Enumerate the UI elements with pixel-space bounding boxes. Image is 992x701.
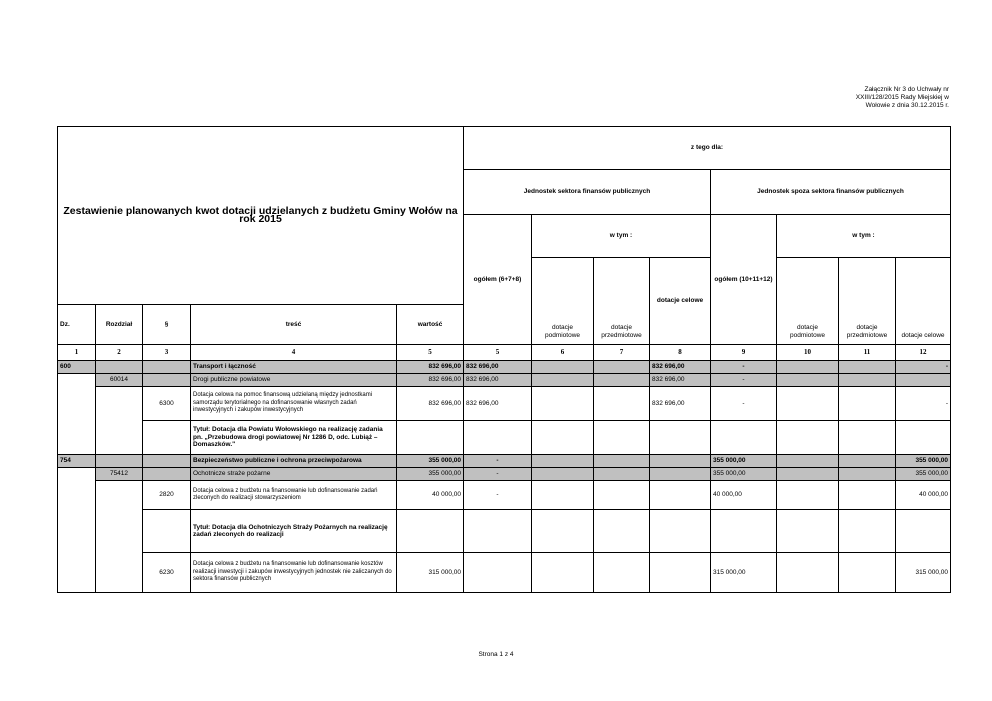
cell-podmiotowe-spoza (777, 361, 839, 374)
cell-podmiotowe-spoza (777, 468, 839, 481)
cell-wartosc: 832 696,00 (397, 361, 464, 374)
table-row (58, 510, 951, 553)
column-number: 9 (711, 345, 777, 361)
column-number: 8 (650, 345, 711, 361)
cell-podmiotowe-jsfp (532, 387, 594, 421)
header-tresc: treść (191, 305, 397, 345)
annex-line-2: XXIII/128/2015 Rady Miejskiej w (855, 94, 949, 101)
cell-ogolem-spoza (711, 421, 777, 455)
column-number: 4 (191, 345, 397, 361)
cell-paragraf: 6230 (143, 553, 191, 593)
cell-wartosc (397, 510, 464, 553)
column-numbers-row (58, 345, 951, 361)
cell-paragraf (143, 374, 191, 387)
cell-ogolem-jsfp: - (464, 455, 532, 468)
cell-wartosc: 832 696,00 (397, 374, 464, 387)
header-celowe-spoza: dotacje celowe (896, 258, 951, 345)
header-ogolem-jsfp: ogółem (6+7+8) (464, 215, 532, 345)
cell-dz: 600 (58, 361, 96, 374)
header-jspoza: Jednostek spoza sektora finansów publicznych (711, 170, 951, 215)
cell-przedmiotowe-jsfp (594, 374, 650, 387)
cell-celowe-spoza: - (896, 361, 951, 374)
annex-line-1: Załącznik Nr 3 do Uchwały nr (864, 86, 949, 93)
cell-przedmiotowe-jsfp (594, 455, 650, 468)
cell-ogolem-jsfp (464, 553, 532, 593)
cell-ogolem-jsfp (464, 421, 532, 455)
cell-celowe-spoza: - (896, 387, 951, 421)
page-number: Strona 1 z 4 (478, 651, 514, 658)
cell-przedmiotowe-spoza (839, 510, 896, 553)
cell-tresc: Transport i łączność (191, 361, 397, 374)
table-row (58, 361, 951, 374)
cell-celowe-jsfp: 832 696,00 (650, 387, 711, 421)
table-row (58, 481, 951, 510)
cell-wartosc: 315 000,00 (397, 553, 464, 593)
cell-paragraf (143, 510, 191, 553)
cell-paragraf: 6300 (143, 387, 191, 421)
cell-przedmiotowe-jsfp (594, 468, 650, 481)
cell-podmiotowe-spoza (777, 387, 839, 421)
cell-przedmiotowe-jsfp (594, 481, 650, 510)
cell-przedmiotowe-spoza (839, 374, 896, 387)
column-number: 2 (96, 345, 143, 361)
cell-ogolem-jsfp: 832 696,00 (464, 374, 532, 387)
cell-ogolem-spoza: 40 000,00 (711, 481, 777, 510)
header-w-tym-jsfp: w tym : (532, 215, 711, 258)
subsidies-table (57, 126, 951, 593)
cell-przedmiotowe-jsfp (594, 361, 650, 374)
cell-ogolem-spoza: 315 000,00 (711, 553, 777, 593)
cell-rozdzial (96, 387, 143, 455)
cell-przedmiotowe-spoza (839, 553, 896, 593)
cell-podmiotowe-spoza (777, 421, 839, 455)
cell-podmiotowe-spoza (777, 510, 839, 553)
cell-przedmiotowe-jsfp (594, 387, 650, 421)
cell-celowe-jsfp (650, 481, 711, 510)
cell-przedmiotowe-jsfp (594, 510, 650, 553)
cell-celowe-spoza: 355 000,00 (896, 455, 951, 468)
header-rozdzial: Rozdział (96, 305, 143, 345)
cell-paragraf: 2820 (143, 481, 191, 510)
cell-podmiotowe-spoza (777, 374, 839, 387)
header-paragraf: § (143, 305, 191, 345)
header-z-tego-dla: z tego dla: (464, 127, 951, 170)
table-title: Zestawienie planowanych kwot dotacji udzielanych z budżetu Gminy Wołów na rok 2015 (58, 127, 464, 305)
cell-podmiotowe-jsfp (532, 421, 594, 455)
cell-rozdzial (96, 361, 143, 374)
column-number: 3 (143, 345, 191, 361)
cell-przedmiotowe-spoza (839, 421, 896, 455)
cell-celowe-spoza: 355 000,00 (896, 468, 951, 481)
table-row (58, 468, 951, 481)
table-row (58, 553, 951, 593)
cell-ogolem-spoza: 355 000,00 (711, 468, 777, 481)
cell-podmiotowe-jsfp (532, 455, 594, 468)
cell-tresc: Ochotnicze straże pożarne (191, 468, 397, 481)
cell-ogolem-spoza: - (711, 387, 777, 421)
cell-celowe-spoza: 315 000,00 (896, 553, 951, 593)
column-number: 7 (594, 345, 650, 361)
cell-ogolem-spoza (711, 510, 777, 553)
cell-paragraf (143, 455, 191, 468)
table-row (58, 387, 951, 421)
cell-wartosc: 40 000,00 (397, 481, 464, 510)
cell-przedmiotowe-spoza (839, 481, 896, 510)
cell-dz (58, 468, 96, 593)
cell-przedmiotowe-jsfp (594, 553, 650, 593)
cell-dz (58, 374, 96, 455)
cell-celowe-jsfp (650, 553, 711, 593)
cell-podmiotowe-jsfp (532, 374, 594, 387)
cell-podmiotowe-jsfp (532, 361, 594, 374)
cell-wartosc (397, 421, 464, 455)
cell-paragraf (143, 421, 191, 455)
cell-celowe-jsfp (650, 455, 711, 468)
cell-ogolem-spoza: - (711, 374, 777, 387)
table-row (58, 421, 951, 455)
cell-celowe-jsfp (650, 421, 711, 455)
cell-przedmiotowe-spoza (839, 455, 896, 468)
column-number: 10 (777, 345, 839, 361)
header-podmiotowe-jsfp: dotacje podmiotowe (532, 258, 594, 345)
column-number: 12 (896, 345, 951, 361)
cell-celowe-spoza: 40 000,00 (896, 481, 951, 510)
cell-ogolem-jsfp: 832 696,00 (464, 361, 532, 374)
cell-przedmiotowe-spoza (839, 468, 896, 481)
cell-ogolem-jsfp: 832 696,00 (464, 387, 532, 421)
header-przedmiotowe-spoza: dotacje przedmiotowe (839, 258, 896, 345)
cell-ogolem-jsfp: - (464, 468, 532, 481)
header-podmiotowe-spoza: dotacje podmiotowe (777, 258, 839, 345)
header-wartosc: wartość (397, 305, 464, 345)
cell-podmiotowe-spoza (777, 553, 839, 593)
cell-tresc: Dotacja celowa na pomoc finansową udzielaną między jednostkami samorządu terytorialnego na dofinansowanie własnych zadań inwestycyjnych i zakupów inwestycyjnych (191, 387, 397, 421)
column-number: 5 (397, 345, 464, 361)
cell-podmiotowe-spoza (777, 455, 839, 468)
cell-wartosc: 355 000,00 (397, 468, 464, 481)
cell-podmiotowe-jsfp (532, 553, 594, 593)
cell-podmiotowe-jsfp (532, 481, 594, 510)
cell-ogolem-jsfp: - (464, 481, 532, 510)
cell-wartosc: 832 696,00 (397, 387, 464, 421)
cell-celowe-jsfp (650, 468, 711, 481)
cell-wartosc: 355 000,00 (397, 455, 464, 468)
cell-rozdzial: 60014 (96, 374, 143, 387)
annex-line-3: Wołowie z dnia 30.12.2015 r. (865, 102, 949, 109)
cell-paragraf (143, 361, 191, 374)
cell-ogolem-jsfp (464, 510, 532, 553)
header-przedmiotowe-jsfp: dotacje przedmiotowe (594, 258, 650, 345)
cell-tresc: Dotacja celowa z budżetu na finansowanie lub dofinansowanie zadań zleconych do realizacji stowarzyszeniom (191, 481, 397, 510)
cell-celowe-jsfp: 832 696,00 (650, 374, 711, 387)
cell-ogolem-spoza: 355 000,00 (711, 455, 777, 468)
table-row (58, 455, 951, 468)
cell-tresc: Tytuł: Dotacja dla Powiatu Wołowskiego na realizację zadania pn. „Przebudowa drogi powiatowej Nr 1286 D, odc. Lubiąż – Domaszków." (191, 421, 397, 455)
column-number: 6 (532, 345, 594, 361)
header-dz: Dz. (58, 305, 96, 345)
cell-celowe-spoza (896, 374, 951, 387)
annex-note (789, 86, 949, 110)
header-ogolem-spoza: ogółem (10+11+12) (711, 215, 777, 345)
cell-podmiotowe-spoza (777, 481, 839, 510)
cell-podmiotowe-jsfp (532, 510, 594, 553)
header-celowe-jsfp: dotacje celowe (650, 258, 711, 345)
cell-rozdzial (96, 481, 143, 593)
cell-dz: 754 (58, 455, 96, 468)
column-number: 5 (464, 345, 532, 361)
cell-celowe-spoza (896, 421, 951, 455)
cell-przedmiotowe-spoza (839, 387, 896, 421)
header-jsfp: Jednostek sektora finansów publicznych (464, 170, 711, 215)
cell-tresc: Drogi publiczne powiatowe (191, 374, 397, 387)
cell-tresc: Tytuł: Dotacja dla Ochotniczych Straży Pożarnych na realizację zadań zleconych do realizacji (191, 510, 397, 553)
cell-przedmiotowe-jsfp (594, 421, 650, 455)
header-w-tym-spoza: w tym : (777, 215, 951, 258)
cell-paragraf (143, 468, 191, 481)
cell-przedmiotowe-spoza (839, 361, 896, 374)
cell-tresc: Bezpieczeństwo publiczne i ochrona przeciwpożarowa (191, 455, 397, 468)
column-number: 1 (58, 345, 96, 361)
cell-rozdzial: 75412 (96, 468, 143, 481)
cell-celowe-jsfp: 832 696,00 (650, 361, 711, 374)
cell-rozdzial (96, 455, 143, 468)
table-row (58, 374, 951, 387)
cell-celowe-jsfp (650, 510, 711, 553)
column-number: 11 (839, 345, 896, 361)
cell-ogolem-spoza: - (711, 361, 777, 374)
cell-podmiotowe-jsfp (532, 468, 594, 481)
cell-celowe-spoza (896, 510, 951, 553)
cell-tresc: Dotacja celowa z budżetu na finansowanie lub dofinansowanie kosztów realizacji inwestycji i zakupów inwestycyjnych jednostek nie zaliczanych do sektora finansów publicznych (191, 553, 397, 593)
